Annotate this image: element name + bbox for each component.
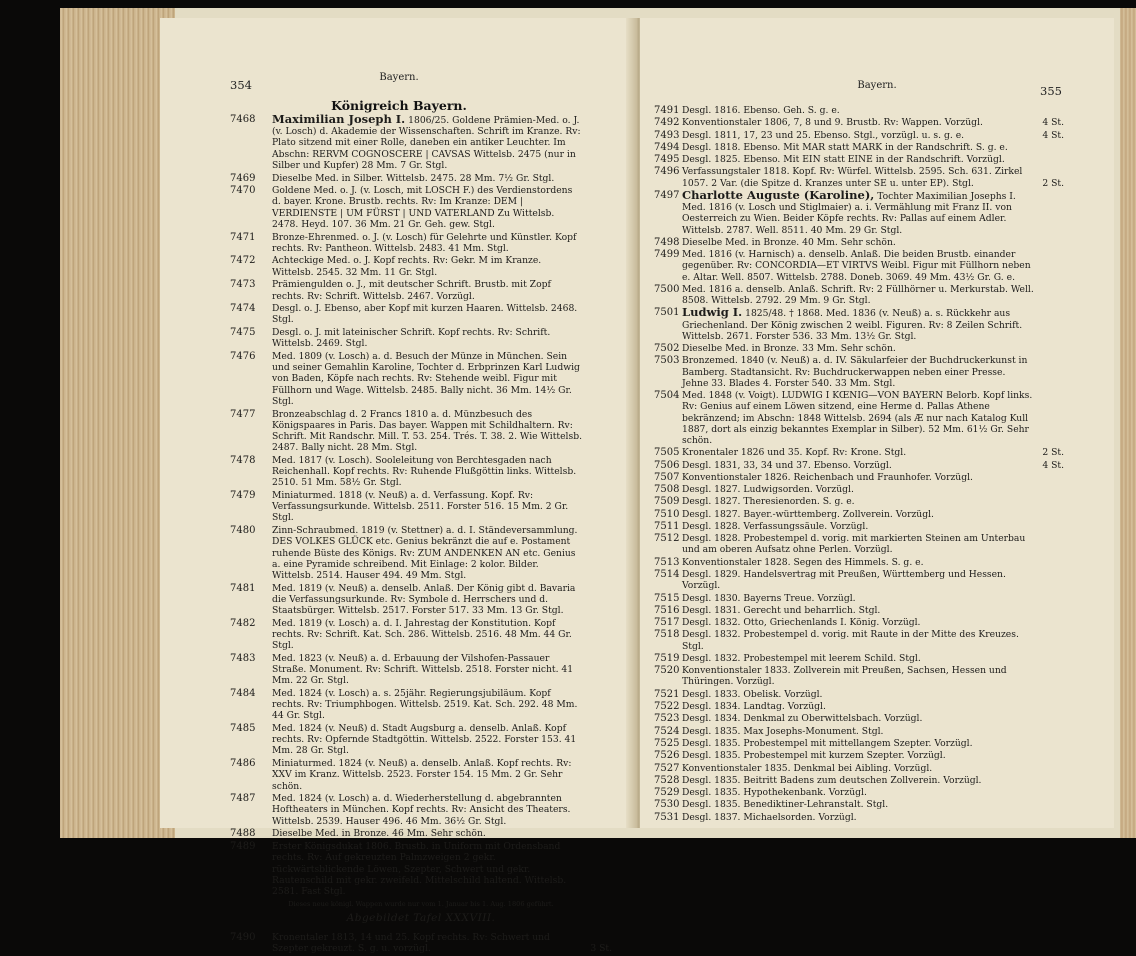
- catalog-entry: [654, 665, 1064, 687]
- lot-number: 7498: [654, 236, 680, 248]
- entry-text: Med. 1823 (v. Neuß) a. d. Erbauung der Vilshofen-Passauer Straße. Monument. Rv: Schrift. Wittelsb. 2518. Forster nicht. 41 Mm. 22 Gr. Stgl.: [272, 652, 574, 687]
- catalog-entry: [230, 653, 612, 687]
- catalog-entry: [654, 593, 1064, 604]
- catalog-entry: [230, 525, 612, 581]
- entry-text: Desgl. 1830. Bayerns Treue. Vorzügl.: [682, 592, 856, 604]
- lot-number: 7481: [230, 582, 256, 594]
- ruler-name: Maximilian Joseph I.: [272, 112, 406, 126]
- entry-description: [682, 496, 1064, 507]
- entry-description: [682, 166, 1064, 188]
- plate-caption: Abgebildet Tafel XXXVIII.: [346, 911, 496, 924]
- lot-number: 7528: [654, 774, 680, 786]
- entry-description: [682, 533, 1064, 555]
- lot-number: 7501: [654, 307, 680, 319]
- catalog-entry: [654, 521, 1064, 532]
- running-head: Bayern.: [857, 80, 897, 91]
- entry-text: Med. 1816 (v. Harnisch) a. denselb. Anlaß. Die beiden Brustb. einander gegenüber. Rv: CONCORDIA—ET VIRTVS Weibl. Figur mit Füllhorn neben e. Altar. Well. 8507. Wittelsb. 2788. Doneb. 3069. 49 Mm. 43½ Gr. G. e.: [682, 249, 1031, 283]
- catalog-entry: [230, 455, 612, 489]
- catalog-entry: [654, 726, 1064, 737]
- entry-text: Med. 1819 (v. Losch) a. d. I. Jahrestag der Konstitution. Kopf rechts. Rv: Schrift. Kat. Sch. 286. Wittelsb. 2516. 48 Mm. 44 Gr. Stgl.: [272, 617, 572, 652]
- lot-number: 7514: [654, 569, 680, 581]
- entry-description: [272, 653, 612, 687]
- entry-text: Goldene Med. o. J. (v. Losch, mit LOSCH F.) des Verdienstordens d. bayer. Krone. Brustb. rechts. Rv: Im Kranze: DEM | VERDIENSTE | UM FÜRST | UND VATERLAND Zu Wittelsb. 2478. Heyd. 107. 36 Mm. 21 Gr. Geh. gew. Stgl.: [272, 185, 573, 230]
- ruler-name: Charlotte Auguste (Karoline),: [682, 187, 875, 202]
- open-book: [60, 8, 1136, 955]
- entry-text: Tochter Maximilian Josephs I. Med. 1816 (v. Losch und Stiglmaier) a. i. Vermählung mit Franz II. von Oesterreich zu Wien. Beider Köpfe rechts. Rv: Pallas auf einem Adler. Wittelsb. 2787. Well. 8511. 40 Mm. 29 Gr. Stgl.: [682, 190, 1016, 236]
- footnote: Dieses neue königl. Wappen wurde nur vom 1. Januar bis 1. Aug. 1806 geführt.: [288, 899, 554, 908]
- lot-number: 7494: [654, 141, 680, 153]
- entry-description: [682, 701, 1064, 712]
- catalog-entry: [654, 605, 1064, 616]
- entry-description: [682, 713, 1064, 724]
- lot-number: 7488: [230, 828, 256, 840]
- entry-text: Desgl. 1816. Ebenso. Geh. S. g. e.: [682, 105, 840, 116]
- entry-text: Konventionstaler 1835. Denkmal bei Aibling. Vorzügl.: [682, 762, 933, 774]
- entry-list: [654, 105, 1064, 824]
- catalog-entry: [654, 130, 1064, 141]
- lot-number: 7486: [230, 758, 256, 770]
- entry-description: [272, 303, 612, 325]
- entry-description: [682, 284, 1064, 306]
- lot-number: 7487: [230, 793, 256, 805]
- entry-text: Desgl. 1833. Obelisk. Vorzügl.: [682, 688, 823, 700]
- lot-number: 7471: [230, 231, 256, 243]
- entry-text: Desgl. 1828. Verfassungssäule. Vorzügl.: [682, 520, 869, 532]
- catalog-entry: [654, 154, 1064, 165]
- entry-text: Dieselbe Med. in Bronze. 33 Mm. Sehr schön.: [682, 343, 896, 355]
- entry-text: Desgl. 1818. Ebenso. Mit MAR statt MARK in der Randschrift. S. g. e.: [682, 141, 1008, 153]
- entry-description: [682, 812, 1064, 823]
- entry-description: [682, 509, 1064, 520]
- catalog-entry: [230, 185, 612, 230]
- entry-text: Desgl. 1834. Landtag. Vorzügl.: [682, 701, 826, 713]
- catalog-entry: [654, 355, 1064, 389]
- catalog-entry: [654, 509, 1064, 520]
- entry-text: Desgl. 1831, 33, 34 und 37. Ebenso. Vorzügl.: [682, 459, 892, 471]
- left-page: [160, 18, 639, 955]
- catalog-entry: [230, 232, 612, 254]
- catalog-entry: [654, 187, 1064, 236]
- catalog-entry: [654, 460, 1064, 471]
- lot-number: 7490: [230, 932, 256, 944]
- catalog-entry: [230, 303, 612, 325]
- lot-number: 7485: [230, 723, 256, 735]
- piece-count: 4 St.: [1042, 459, 1064, 471]
- entry-text: Desgl. 1835. Probestempel mit kurzem Szepter. Vorzügl.: [682, 750, 946, 762]
- entry-description: [272, 351, 612, 407]
- entry-description: [272, 688, 612, 722]
- lot-number: 7504: [654, 390, 680, 402]
- entry-description: [682, 605, 1064, 616]
- catalog-entry: [654, 750, 1064, 761]
- entry-text: Desgl. 1825. Ebenso. Mit EIN statt EINE in der Randschrift. Vorzügl.: [682, 154, 1005, 166]
- catalog-entry: [654, 713, 1064, 724]
- entry-description: [682, 355, 1064, 389]
- lot-number: 7518: [654, 629, 680, 641]
- entry-description: [682, 593, 1064, 604]
- lot-number: 7474: [230, 303, 256, 315]
- entry-text: Desgl. 1832. Probestempel mit leerem Schild. Stgl.: [682, 652, 921, 664]
- entry-text: Dieselbe Med. in Bronze. 40 Mm. Sehr schön.: [682, 236, 896, 248]
- entry-text: Dieselbe Med. in Silber. Wittelsb. 2475. 28 Mm. 7½ Gr. Stgl.: [272, 172, 555, 184]
- catalog-entry: [654, 496, 1064, 507]
- catalog-entry: [654, 447, 1064, 458]
- entry-text: Desgl. 1827. Theresienorden. S. g. e.: [682, 496, 855, 508]
- page-number: 355: [1040, 84, 1062, 98]
- entry-description: [682, 738, 1064, 749]
- lot-number: 7484: [230, 687, 256, 699]
- entry-text: Desgl. 1837. Michaelsorden. Vorzügl.: [682, 811, 857, 823]
- piece-count: 4 St.: [1042, 117, 1064, 129]
- lot-number: 7526: [654, 750, 680, 762]
- lot-number: 7524: [654, 725, 680, 737]
- entry-description: [682, 130, 1064, 141]
- catalog-entry: [654, 142, 1064, 153]
- entry-description: [272, 232, 612, 254]
- entry-text: Desgl. 1835. Max Josephs-Monument. Stgl.: [682, 725, 884, 737]
- catalog-entry: [230, 255, 612, 277]
- entry-text: Desgl. 1811, 17, 23 und 25. Ebenso. Stgl., vorzügl. u. s. g. e.: [682, 129, 965, 141]
- entry-description: [682, 689, 1064, 700]
- entry-text: Desgl. 1835. Benediktiner-Lehranstalt. Stgl.: [682, 799, 889, 811]
- lot-number: 7477: [230, 408, 256, 420]
- piece-count: 4 St.: [1042, 129, 1064, 141]
- entry-text: Desgl. o. J. mit lateinischer Schrift. Kopf rechts. Rv: Schrift. Wittelsb. 2469. Stgl.: [272, 327, 551, 350]
- lot-number: 7506: [654, 459, 680, 471]
- lot-number: 7519: [654, 652, 680, 664]
- lot-number: 7497: [654, 189, 680, 201]
- lot-number: 7527: [654, 762, 680, 774]
- lot-number: 7505: [654, 447, 680, 459]
- entry-description: [272, 932, 612, 954]
- entry-text: Med. 1824 (v. Neuß) d. Stadt Augsburg a. denselb. Anlaß. Kopf rechts. Rv: Opfernde Stadtgöttin. Wittelsb. 2522. Forster 153. 41 Mm. 28 Gr. Stgl.: [272, 723, 577, 757]
- entry-text: Konventionstaler 1828. Segen des Himmels. S. g. e.: [682, 556, 924, 568]
- entry-description: [682, 447, 1064, 458]
- entry-description: [682, 390, 1064, 446]
- piece-count: 3 St.: [590, 943, 612, 955]
- lot-number: 7493: [654, 129, 680, 141]
- entry-description: [682, 726, 1064, 737]
- lot-number: 7511: [654, 520, 680, 532]
- running-head: Bayern.: [379, 72, 419, 83]
- catalog-entry: [230, 828, 612, 839]
- entry-description: [682, 665, 1064, 687]
- entry-description: [272, 173, 612, 184]
- entry-description: [682, 521, 1064, 532]
- catalog-entry: [654, 284, 1064, 306]
- lot-number: 7495: [654, 154, 680, 166]
- entry-description: [682, 472, 1064, 483]
- piece-count: 2 St.: [1042, 177, 1064, 189]
- piece-count: 2 St.: [1042, 447, 1064, 459]
- entry-text: Kronentaler 1813, 14 und 25. Kopf rechts. Rv: Schwert und Szepter gekreuzt. S. g. u. vorzügl.: [272, 932, 550, 955]
- entry-list: [230, 114, 612, 956]
- page-stack-edge-right: [1120, 8, 1136, 838]
- entry-description: [682, 799, 1064, 810]
- entry-description: [272, 841, 612, 897]
- entry-description: [272, 255, 612, 277]
- catalog-entry: [654, 557, 1064, 568]
- entry-description: [682, 343, 1064, 354]
- lot-number: 7523: [654, 713, 680, 725]
- entry-text: Med. 1809 (v. Losch) a. d. Besuch der Münze in München. Sein und seiner Gemahlin Karoline, Tochter d. Erbprinzen Karl Ludwig von Baden, Köpfe nach rechts. Rv: Stehende weibl. Figur mit Füllhorn und Wage. Wittelsb. 2485. Bally nicht. 36 Mm. 14½ Gr. Stgl.: [272, 351, 580, 407]
- catalog-entry: [654, 738, 1064, 749]
- lot-number: 7531: [654, 811, 680, 823]
- catalog-entry: [654, 701, 1064, 712]
- entry-text: Desgl. 1832. Probestempel d. vorig. mit Raute in der Mitte des Kreuzes. Stgl.: [682, 629, 1019, 652]
- catalog-entry: [230, 723, 612, 757]
- entry-description: [682, 142, 1064, 153]
- catalog-entry: [230, 114, 612, 171]
- catalog-entry: [230, 618, 612, 652]
- entry-text: Konventionstaler 1833. Zollverein mit Preußen, Sachsen, Hessen und Thüringen. Vorzügl.: [682, 665, 1007, 688]
- entry-text: Desgl. 1829. Handelsvertrag mit Preußen, Württemberg und Hessen. Vorzügl.: [682, 569, 1006, 592]
- entry-description: [272, 455, 612, 489]
- catalog-entry: [654, 763, 1064, 774]
- entry-text: Desgl. o. J. Ebenso, aber Kopf mit kurzen Haaren. Wittelsb. 2468. Stgl.: [272, 303, 578, 326]
- catalog-entry: [230, 841, 612, 897]
- entry-description: [682, 237, 1064, 248]
- catalog-entry: [654, 390, 1064, 446]
- lot-number: 7502: [654, 343, 680, 355]
- lot-number: 7489: [230, 841, 256, 853]
- lot-number: 7530: [654, 799, 680, 811]
- section-title: Königreich Bayern.: [331, 98, 467, 113]
- catalog-entry: [654, 629, 1064, 651]
- lot-number: 7525: [654, 737, 680, 749]
- catalog-entry: [654, 105, 1064, 116]
- catalog-entry: [230, 490, 612, 524]
- entry-text: Erster Königsdukat 1806. Brustb. in Uniform mit Ordensband rechts. Rv: Auf gekreuzten Palmzweigen 2 gekr. rückwärtsblickende Löwen, Szepter, Schwert und gekr. Rautenschild mit gekr. zweifeld. Mittelschild haltend. Wittelsb. 2581. Fast Stgl.: [272, 841, 567, 897]
- lot-number: 7512: [654, 533, 680, 545]
- catalog-entry: [654, 166, 1064, 188]
- catalog-entry: [654, 307, 1064, 342]
- entry-text: Miniaturmed. 1824 (v. Neuß) a. denselb. Anlaß. Kopf rechts. Rv: XXV im Kranz. Wittelsb. 2523. Forster 154. 15 Mm. 2 Gr. Sehr schön.: [272, 758, 572, 792]
- catalog-entry: [230, 327, 612, 349]
- entry-description: [682, 557, 1064, 568]
- lot-number: 7508: [654, 484, 680, 496]
- catalog-entry: [654, 775, 1064, 786]
- entry-description: [682, 629, 1064, 651]
- entry-description: [682, 460, 1064, 471]
- lot-number: 7503: [654, 355, 680, 367]
- lot-number: 7509: [654, 496, 680, 508]
- catalog-entry: [654, 472, 1064, 483]
- entry-description: [272, 793, 612, 827]
- catalog-entry: [230, 688, 612, 722]
- lot-number: 7480: [230, 525, 256, 537]
- lot-number: 7479: [230, 490, 256, 501]
- lot-number: 7515: [654, 592, 680, 604]
- catalog-entry: [654, 533, 1064, 555]
- entry-description: [682, 307, 1064, 342]
- lot-number: 7475: [230, 327, 256, 339]
- catalog-entry: [230, 932, 612, 954]
- entry-text: Desgl. 1835. Hypothekenbank. Vorzügl.: [682, 787, 867, 799]
- entry-description: [272, 327, 612, 349]
- entry-text: Desgl. 1835. Beitritt Badens zum deutschen Zollverein. Vorzügl.: [682, 774, 982, 786]
- catalog-entry: [654, 799, 1064, 810]
- entry-description: [272, 758, 612, 792]
- entry-description: [682, 750, 1064, 761]
- entry-text: Med. 1816 a. denselb. Anlaß. Schrift. Rv: 2 Füllhörner u. Merkurstab. Well. 8508. Wittelsb. 2792. 29 Mm. 9 Gr. Stgl.: [682, 283, 1034, 307]
- entry-text: Desgl. 1835. Probestempel mit mittellangem Szepter. Vorzügl.: [682, 737, 973, 749]
- entry-text: 1806/25. Goldene Prämien-Med. o. J. (v. Losch) d. Akademie der Wissenschaften. Schrift im Kranze. Rv: Plato sitzend mit einer Rolle, daneben ein antiker Leuchter. Im Abschn: RERVM COGNOSCERE | CAVSAS Wittelsb. 2475 (nur in Silber und Kupfer) 28 Mm. 7 Gr. Stgl.: [272, 115, 581, 171]
- entry-text: Dieselbe Med. in Bronze. 46 Mm. Sehr schön.: [272, 828, 486, 840]
- entry-description: [682, 484, 1064, 495]
- lot-number: 7482: [230, 617, 256, 629]
- ruler-name: Ludwig I.: [682, 305, 743, 320]
- entry-description: [682, 105, 1064, 116]
- entry-text: Desgl. 1828. Probestempel d. vorig. mit markierten Steinen am Unterbau und am oberen Aufsatz ohne Perlen. Vorzügl.: [682, 533, 1026, 556]
- entry-text: Desgl. 1831. Gerecht und beharrlich. Stgl.: [682, 604, 881, 616]
- entry-text: Desgl. 1832. Otto, Griechenlands I. König. Vorzügl.: [682, 617, 921, 629]
- lot-number: 7491: [654, 105, 680, 116]
- entry-text: Konventionstaler 1826. Reichenbach und Fraunhofer. Vorzügl.: [682, 471, 973, 483]
- entry-text: Bronzeabschlag d. 2 Francs 1810 a. d. Münzbesuch des Königspaares in Paris. Das bayer. Wappen mit Schildhaltern. Rv: Schrift. Mit Randschr. Mill. T. 53. 254. Trés. T. 38. 2. Wie Wittelsb. 2487. Bally nicht. 28 Mm. Stgl.: [272, 408, 582, 454]
- lot-number: 7483: [230, 652, 256, 664]
- entry-description: [682, 187, 1064, 236]
- entry-description: [682, 249, 1064, 283]
- entry-description: [682, 787, 1064, 798]
- entry-text: Med. 1817 (v. Losch). Sooleleitung von Berchtesgaden nach Reichenhall. Kopf rechts. Rv: Ruhende Flußgöttin links. Wittelsb. 2510. 51 Mm. 58½ Gr. Stgl.: [272, 454, 577, 489]
- catalog-entry: [654, 117, 1064, 128]
- catalog-entry: [230, 758, 612, 792]
- entry-text: Miniaturmed. 1818 (v. Neuß) a. d. Verfassung. Kopf. Rv: Verfassungsurkunde. Wittelsb. 2511. Forster 516. 15 Mm. 2 Gr. Stgl.: [272, 490, 569, 524]
- lot-number: 7472: [230, 255, 256, 267]
- lot-number: 7500: [654, 283, 680, 295]
- entry-description: [272, 185, 612, 230]
- entry-text: Konventionstaler 1806, 7, 8 und 9. Brustb. Rv: Wappen. Vorzügl.: [682, 117, 983, 129]
- lot-number: 7476: [230, 351, 256, 363]
- catalog-entry: [654, 617, 1064, 628]
- entry-text: Med. 1819 (v. Neuß) a. denselb. Anlaß. Der König gibt d. Bavaria die Verfassungsurkunde. Rv: Symbole d. Herrschers und d. Staatsbürger. Wittelsb. 2517. Forster 517. 33 Mm. 13 Gr. Stgl.: [272, 582, 576, 617]
- catalog-entry: [654, 812, 1064, 823]
- lot-number: 7510: [654, 508, 680, 520]
- entry-description: [272, 490, 612, 524]
- catalog-entry: [230, 793, 612, 827]
- catalog-entry: [654, 484, 1064, 495]
- entry-description: [272, 114, 612, 171]
- entry-text: Verfassungstaler 1818. Kopf. Rv: Würfel. Wittelsb. 2595. Sch. 631. Zirkel 1057. 2 Var. (die Spitze d. Kranzes unter SE u. unter EP). Stgl.: [682, 166, 1023, 189]
- lot-number: 7499: [654, 249, 680, 261]
- entry-text: Med. 1824 (v. Losch) a. d. Wiederherstellung d. abgebrannten Hoftheaters in München. Kopf rechts. Rv: Ansicht des Theaters. Wittelsb. 2539. Hauser 496. 46 Mm. 36½ Gr. Stgl.: [272, 793, 571, 827]
- entry-description: [682, 569, 1064, 591]
- catalog-entry: [654, 787, 1064, 798]
- entry-text: Desgl. 1827. Bayer.-württemberg. Zollverein. Vorzügl.: [682, 508, 934, 520]
- catalog-entry: [230, 173, 612, 184]
- entry-text: Kronentaler 1826 und 35. Kopf. Rv: Krone. Stgl.: [682, 447, 907, 459]
- catalog-entry: [654, 249, 1064, 283]
- catalog-entry: [654, 237, 1064, 248]
- entry-description: [682, 154, 1064, 165]
- entry-description: [272, 723, 612, 757]
- entry-text: Desgl. 1834. Denkmal zu Oberwittelsbach. Vorzügl.: [682, 713, 923, 725]
- lot-number: 7469: [230, 172, 256, 184]
- lot-number: 7522: [654, 701, 680, 713]
- catalog-entry: [654, 343, 1064, 354]
- entry-description: [682, 653, 1064, 664]
- entry-description: [272, 618, 612, 652]
- catalog-entry: [230, 583, 612, 617]
- catalog-entry: [654, 653, 1064, 664]
- entry-description: [272, 279, 612, 301]
- lot-number: 7516: [654, 604, 680, 616]
- page-number: 354: [230, 78, 252, 92]
- entry-description: [272, 409, 612, 454]
- lot-number: 7468: [230, 114, 256, 125]
- lot-number: 7470: [230, 185, 256, 197]
- entry-description: [272, 828, 612, 839]
- entry-text: Bronze-Ehrenmed. o. J. (v. Losch) für Gelehrte und Künstler. Kopf rechts. Rv: Pantheon. Wittelsb. 2483. 41 Mm. Stgl.: [272, 231, 577, 254]
- entry-text: Med. 1848 (v. Voigt). LUDWIG I KŒNIG—VON BAYERN Belorb. Kopf links. Rv: Genius auf einem Löwen sitzend, eine Herme d. Pallas Athene bekränzend; im Abschn: 1848 Wittelsb. 2694 (als Æ nur nach Katalog Kull 1887, dort als einzig bekanntes Exemplar in Silber). 52 Mm. 61½ Gr. Sehr schön.: [682, 390, 1033, 446]
- lot-number: 7507: [654, 471, 680, 483]
- entry-text: Bronzemed. 1840 (v. Neuß) a. d. IV. Säkularfeier der Buchdruckerkunst in Bamberg. Stadtansicht. Rv: Buchdruckerwappen neben einer Presse. Jehne 33. Blades 4. Forster 540. 33 Mm. Stgl.: [682, 355, 1028, 389]
- entry-description: [682, 617, 1064, 628]
- lot-number: 7517: [654, 617, 680, 629]
- entry-text: Prämiengulden o. J., mit deutscher Schrift. Brustb. mit Zopf rechts. Rv: Schrift. Wittelsb. 2467. Vorzügl.: [272, 279, 551, 302]
- lot-number: 7492: [654, 117, 680, 129]
- lot-number: 7473: [230, 279, 256, 291]
- entry-description: [272, 525, 612, 581]
- lot-number: 7496: [654, 166, 680, 178]
- catalog-entry: [654, 569, 1064, 591]
- entry-text: 1825/48. † 1868. Med. 1836 (v. Neuß) a. s. Rückkehr aus Griechenland. Der König zwischen 2 weibl. Figuren. Rv: 8 Zeilen Schrift. Wittelsb. 2671. Forster 536. 33 Mm. 13½ Gr. Stgl.: [682, 308, 1023, 342]
- lot-number: 7521: [654, 688, 680, 700]
- right-page: [640, 18, 1114, 828]
- entry-description: [272, 583, 612, 617]
- catalog-entry: [230, 409, 612, 454]
- page-stack-edge-left: [60, 8, 175, 838]
- lot-number: 7478: [230, 454, 256, 466]
- entry-description: [682, 775, 1064, 786]
- lot-number: 7520: [654, 665, 680, 677]
- entry-text: Achteckige Med. o. J. Kopf rechts. Rv: Gekr. M im Kranze. Wittelsb. 2545. 32 Mm. 11 Gr. Stgl.: [272, 255, 542, 278]
- catalog-entry: [654, 689, 1064, 700]
- lot-number: 7513: [654, 556, 680, 568]
- entry-text: Zinn-Schraubmed. 1819 (v. Stettner) a. d. I. Ständeversammlung. DES VOLKES GLÜCK etc. Genius bekränzt die auf e. Postament ruhende Büste des Königs. Rv: ZUM ANDENKEN AN etc. Genius a. eine Pyramide schreibend. Mit Einlage: 2 kolor. Bilder. Wittelsb. 2514. Hauser 494. 49 Mm. Stgl.: [272, 525, 578, 581]
- entry-description: [682, 763, 1064, 774]
- entry-description: [682, 117, 1064, 128]
- catalog-entry: [230, 351, 612, 407]
- entry-text: Med. 1824 (v. Losch) a. s. 25jähr. Regierungsjubiläum. Kopf rechts. Rv: Triumphbogen. Wittelsb. 2519. Kat. Sch. 292. 48 Mm. 44 Gr. Stgl.: [272, 687, 578, 722]
- entry-text: Desgl. 1827. Ludwigsorden. Vorzügl.: [682, 484, 854, 496]
- catalog-entry: [230, 279, 612, 301]
- lot-number: 7529: [654, 787, 680, 799]
